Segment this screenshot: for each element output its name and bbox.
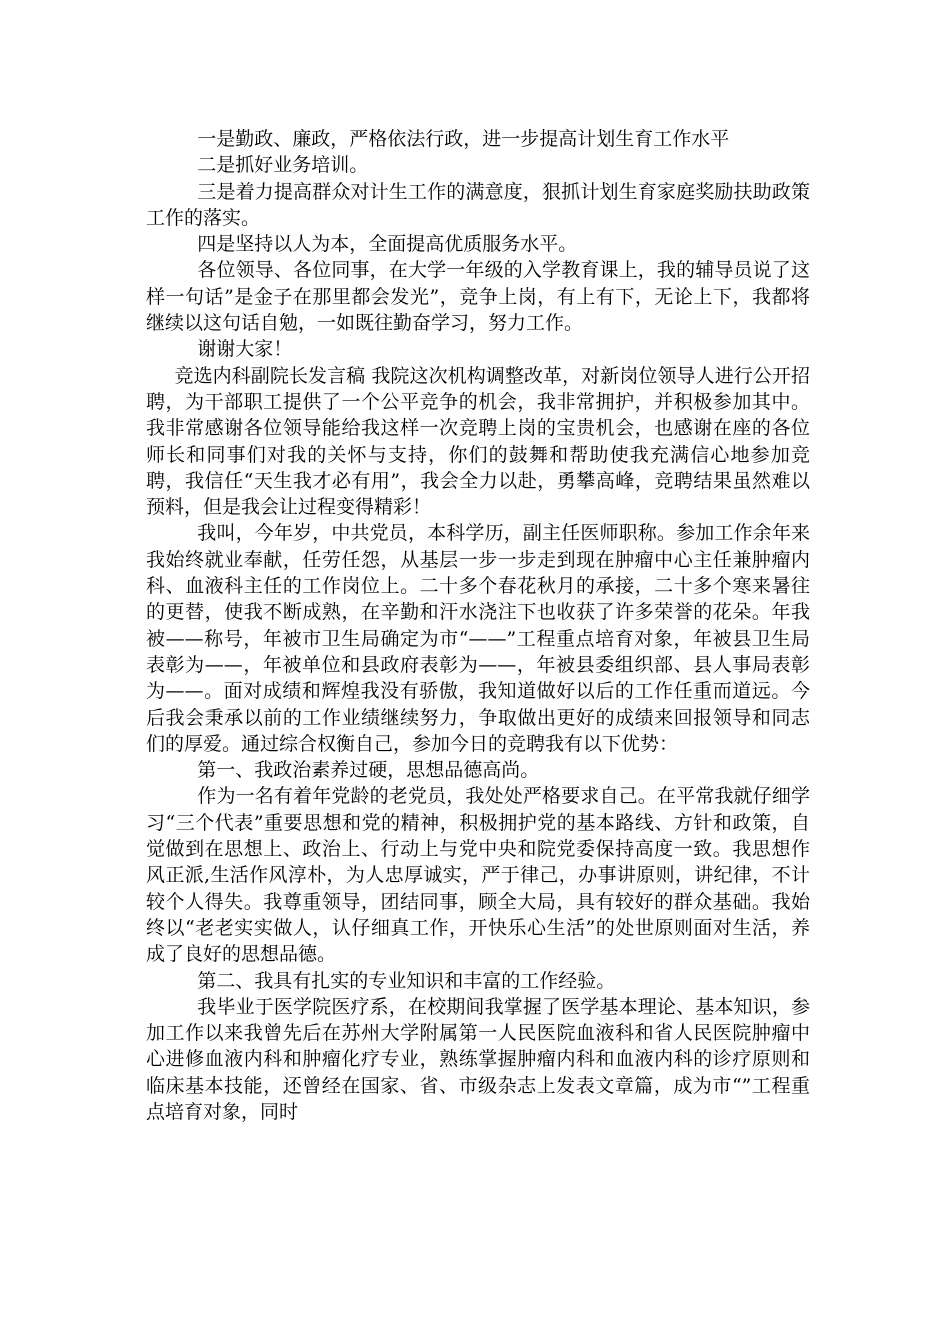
paragraph-work-goal-1: 一是勤政、廉政，严格依法行政，进一步提高计划生育工作水平 <box>197 128 730 150</box>
paragraph-self-introduction: 我叫，今年岁，中共党员，本科学历，副主任医师职称。参加工作余年来我始终就业奉献，任劳任怨，从基层一步一步走到现在肿瘤中心主任兼肿瘤内科、血液科主任的工作岗位上。二十多个春花秋月的承接，二十多个寒来暑往的更替，使我不断成熟，在辛勤和汗水浇注下也收获了许多荣誉的花朵。年我被——称号，年被市卫生局确定为市“——”工程重点培育对象，年被县卫生局表彰为——，年被单位和县政府表彰为——，年被县委组织部、县人事局表彰为——。面对成绩和辉煌我没有骄傲，我知道做好以后的工作任重而道远。今后我会秉承以前的工作业绩继续努力，争取做出更好的成绩来回报领导和同志们的厚爱。通过综合权衡自己，参加今日的竞聘我有以下优势： <box>146 522 810 755</box>
heading-advantage-2: 第二、我具有扎实的专业知识和丰富的工作经验。 <box>197 969 616 992</box>
paragraph-speech-intro: 竞选内科副院长发言稿 我院这次机构调整改革，对新岗位领导人进行公开招聘，为干部职工提供了一个公平竞争的机会，我非常拥护，并积极参加其中。我非常感谢各位领导能给我这样一次竞聘上岗的宝贵机会，也感谢在座的各位师长和同事们对我的关怀与支持，你们的鼓舞和帮助使我充满信心地参加竞聘，我信任“天生我才必有用”，我会全力以赴，勇攀高峰，竞聘结果虽然难以预料，但是我会让过程变得精彩！ <box>146 364 810 519</box>
paragraph-thanks: 谢谢大家！ <box>197 338 293 361</box>
heading-advantage-1: 第一、我政治素养过硬，思想品德高尚。 <box>197 759 540 782</box>
document-body <box>146 126 810 1125</box>
paragraph-work-goal-2: 二是抓好业务培训。 <box>197 154 369 177</box>
paragraph-advantage-1: 作为一名有着年党龄的老党员，我处处严格要求自己。在平常我就仔细学习“三个代表”重要思想和党的精神，积极拥护党的基本路线、方针和政策，自觉做到在思想上、政治上、行动上与党中央和院党委保持高度一致。我思想作风正派,生活作风淳朴，为人忠厚诚实，严于律己，办事讲原则，讲纪律，不计较个人得失。我尊重领导，团结同事，顾全大局，具有较好的群众基础。我始终以“老老实实做人，认仔细真工作，开快乐心生活”的处世原则面对生活，养成了良好的思想品德。 <box>146 785 810 966</box>
paragraph-work-goal-3: 三是着力提高群众对计生工作的满意度，狠抓计划生育家庭奖励扶助政策工作的落实。 <box>146 180 810 229</box>
paragraph-advantage-2: 我毕业于医学院医疗系，在校期间我掌握了医学基本理论、基本知识，参加工作以来我曾先后在苏州大学附属第一人民医院血液科和省人民医院肿瘤中心进修血液内科和肿瘤化疗专业，熟练掌握肿瘤内科和血液内科的诊疗原则和临床基本技能，还曾经在国家、省、市级杂志上发表文章篇，成为市“”工程重点培育对象，同时 <box>146 995 810 1123</box>
paragraph-work-goal-4: 四是坚持以人为本，全面提高优质服务水平。 <box>197 233 578 256</box>
paragraph-closing-remarks: 各位领导、各位同事，在大学一年级的入学教育课上，我的辅导员说了这样一句话”是金子在那里都会发光”，竞争上岗，有上有下，无论上下，我都将继续以这句话自勉，一如既往勤奋学习，努力工作。 <box>146 259 810 335</box>
